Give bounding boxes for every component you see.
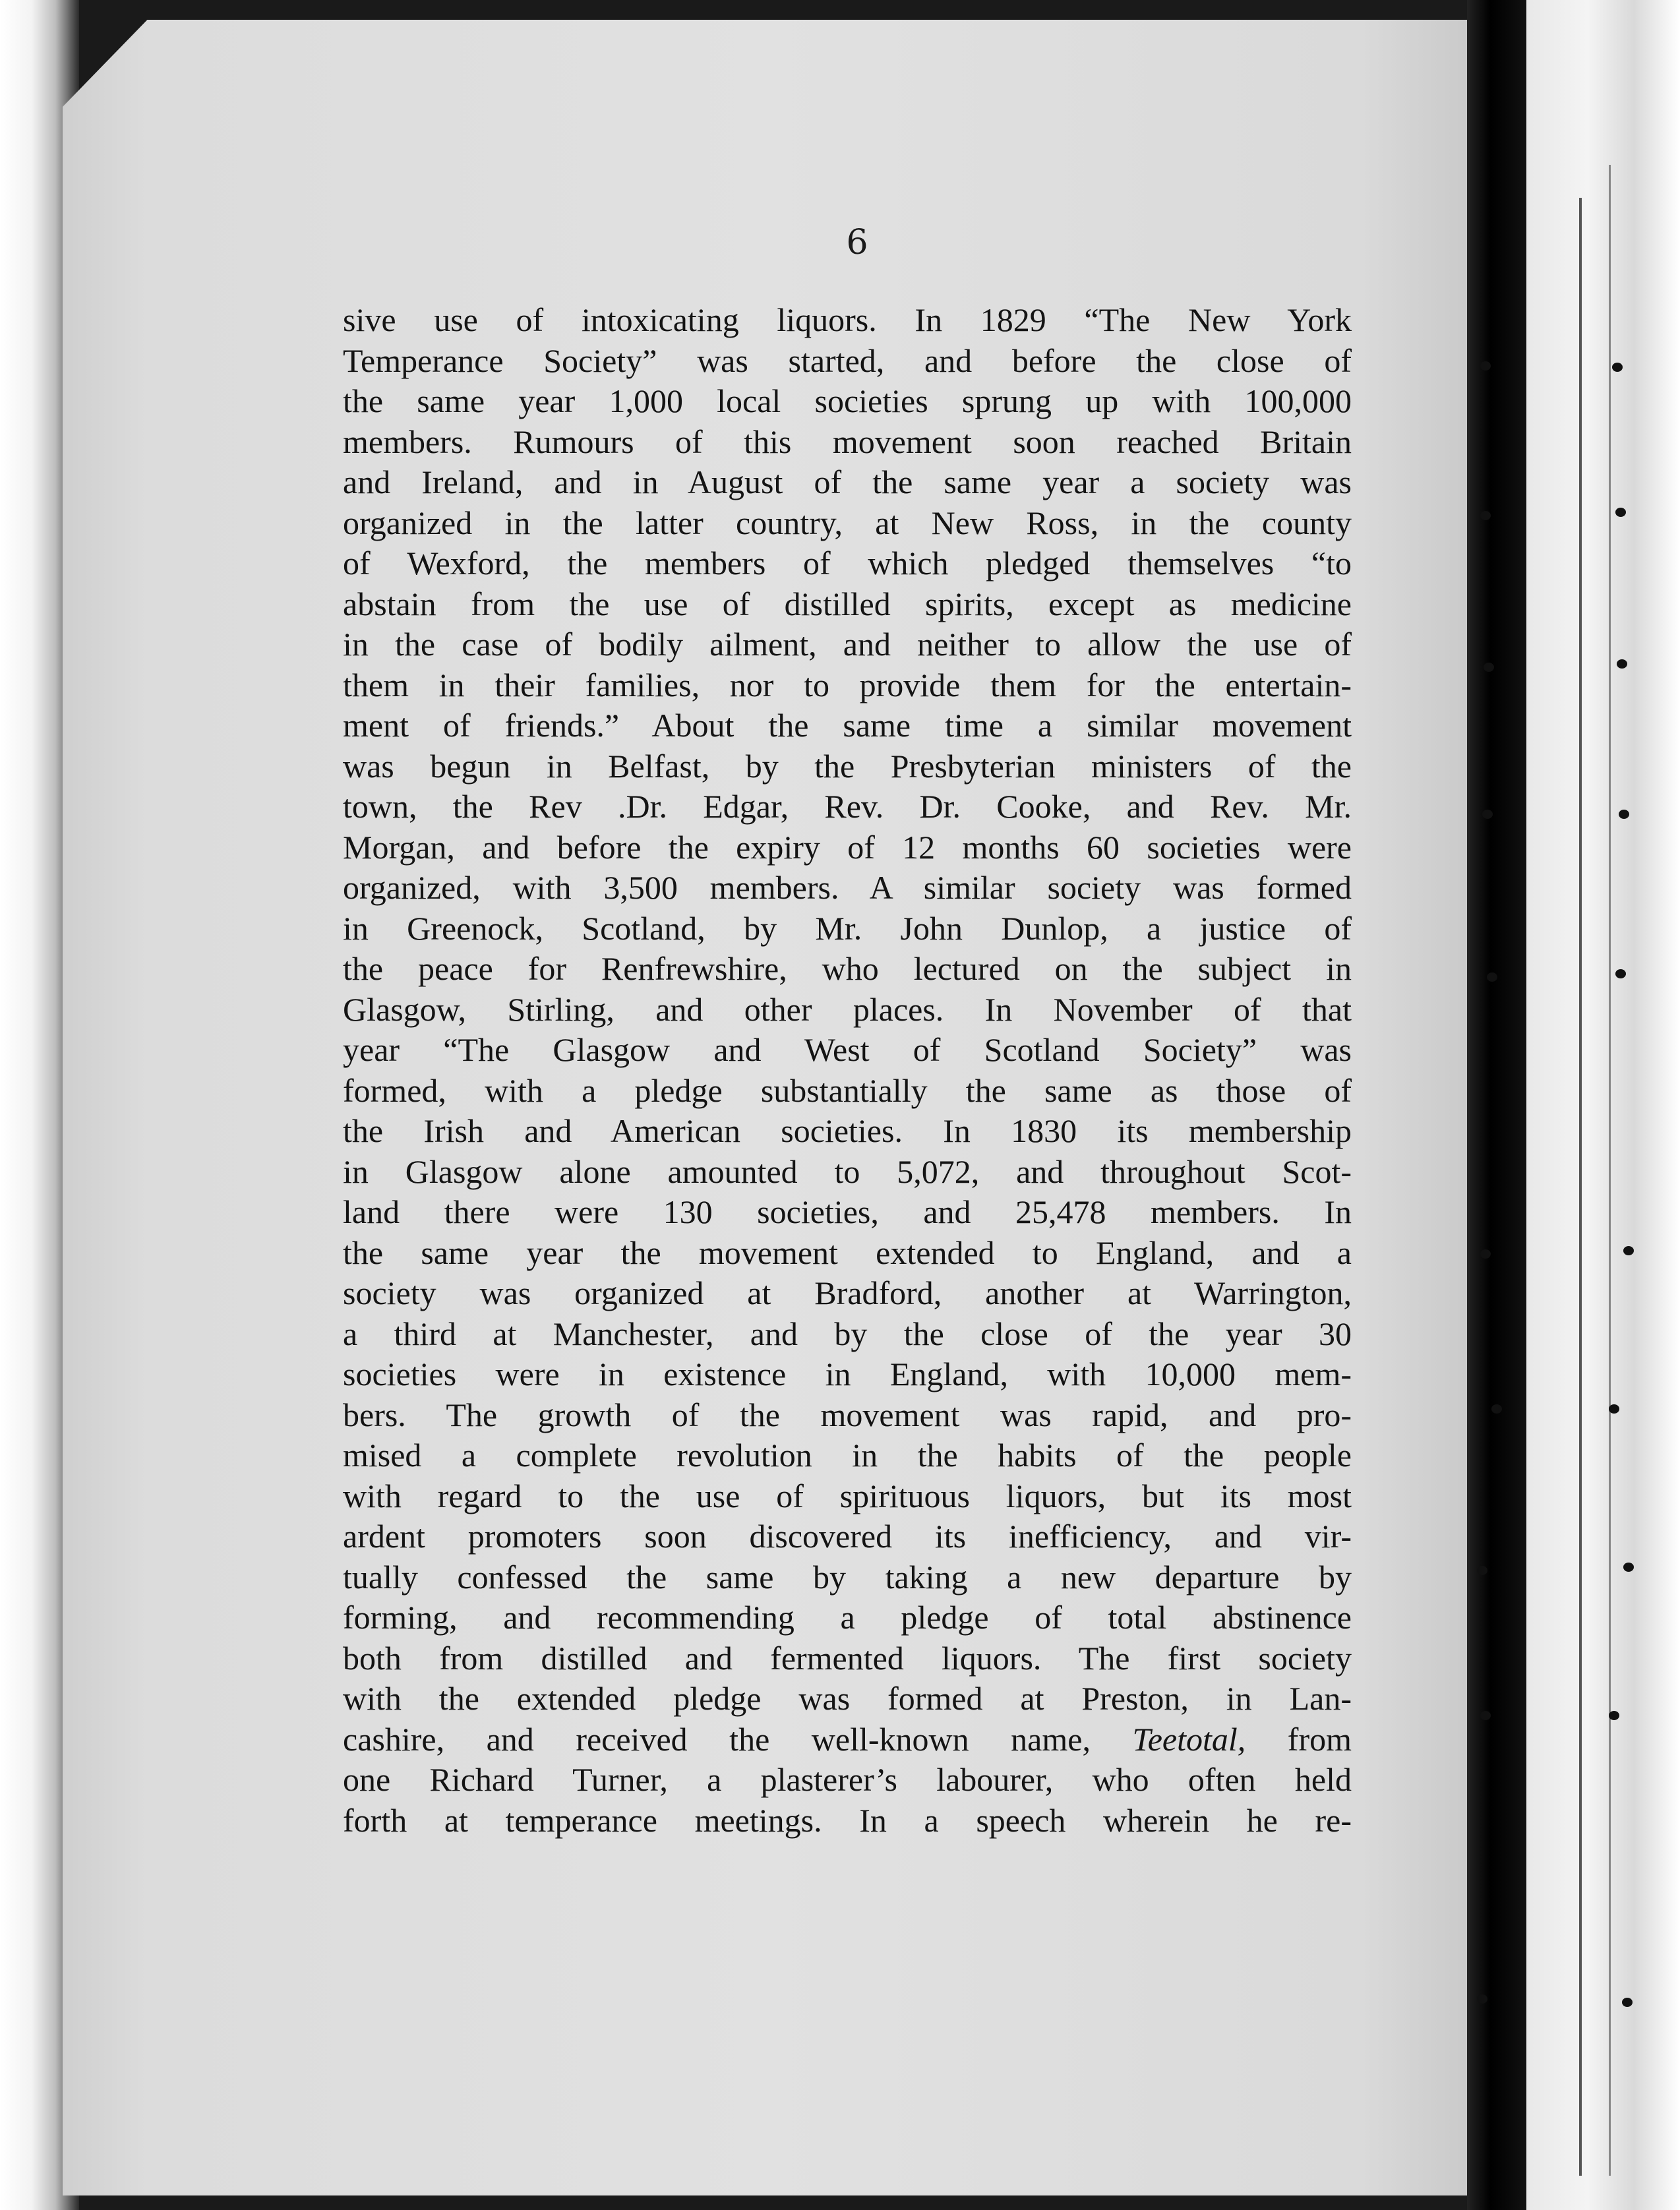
text-line: in the case of bodily ailment, and neither to allow the use of [343, 626, 1352, 663]
text-line: Glasgow, Stirling, and other places. In November of that [343, 990, 1352, 1028]
text-line: tually confessed the same by taking a new departure by [343, 1558, 1352, 1596]
stitch-mark [1615, 969, 1626, 978]
stitch-mark [1609, 1711, 1619, 1720]
text-line: sive use of intoxicating liquors. In 1829 “The New York [343, 301, 1352, 338]
book-gutter [1467, 0, 1526, 2210]
text-line: a third at Manchester, and by the close of the year 30 [343, 1315, 1352, 1352]
text-line: abstain from the use of distilled spirits, except as medicine [343, 585, 1352, 622]
text-line: with the extended pledge was formed at Preston, in Lan- [343, 1680, 1352, 1717]
stitch-mark [1487, 972, 1497, 982]
text-line: mised a complete revolution in the habits of the people [343, 1437, 1352, 1474]
text-line: members. Rumours of this movement soon reached Britain [343, 423, 1352, 460]
stitch-mark [1477, 1566, 1487, 1575]
text-line: the peace for Renfrewshire, who lectured on the subject in [343, 950, 1352, 987]
text-line: society was organized at Bradford, another at Warrington, [343, 1274, 1352, 1311]
text-line: Morgan, and before the expiry of 12 months 60 societies were [343, 828, 1352, 866]
text-line: them in their families, nor to provide them for the entertain- [343, 666, 1352, 703]
text-line: year “The Glasgow and West of Scotland Society” was [343, 1031, 1352, 1068]
facing-page-edge [1526, 0, 1680, 2210]
text-line: Temperance Society” was started, and before the close of [343, 342, 1352, 379]
body-text [343, 300, 1352, 1841]
text-line-start: cashire, and received the well-known name, [343, 1720, 1133, 1758]
stitch-mark [1480, 1711, 1491, 1720]
text-line: and Ireland, and in August of the same year a society was [343, 463, 1352, 500]
text-line: organized in the latter country, at New Ross, in the county [343, 504, 1352, 541]
text-line: town, the Rev .Dr. Edgar, Rev. Dr. Cooke, and Rev. Mr. [343, 788, 1352, 825]
text-line: bers. The growth of the movement was rapid, and pro- [343, 1396, 1352, 1433]
stitch-mark [1480, 1249, 1491, 1259]
text-line: in Glasgow alone amounted to 5,072, and throughout Scot- [343, 1152, 1352, 1190]
stitch-mark [1623, 1563, 1634, 1572]
text-line: organized, with 3,500 members. A similar society was formed [343, 869, 1352, 906]
stitch-mark [1617, 659, 1627, 669]
text-line: land there were 130 societies, and 25,478 members. In [343, 1193, 1352, 1230]
stitch-mark [1491, 1404, 1502, 1414]
italic-word: Teetotal, [1132, 1720, 1246, 1758]
text-line: ardent promoters soon discovered its inefficiency, and vir- [343, 1518, 1352, 1555]
text-line [343, 1719, 1352, 1760]
text-line: forming, and recommending a pledge of total abstinence [343, 1599, 1352, 1636]
stitch-mark [1609, 1404, 1619, 1414]
stitch-mark [1619, 810, 1629, 819]
text-line-end: from [1287, 1720, 1352, 1758]
stitch-mark [1622, 1998, 1633, 2007]
stitch-mark [1480, 511, 1491, 520]
stitch-mark [1612, 363, 1623, 372]
text-line: both from distilled and fermented liquors. The first society [343, 1639, 1352, 1677]
page-number: 6 [846, 223, 868, 262]
text-line: of Wexford, the members of which pledged themselves “to [343, 545, 1352, 582]
stitch-mark [1615, 508, 1626, 517]
stitch-mark [1623, 1246, 1634, 1255]
facing-page-rule [1579, 198, 1582, 2176]
stitch-mark [1482, 810, 1493, 819]
stitch-mark [1477, 1994, 1487, 2004]
stitch-mark [1480, 361, 1491, 371]
text-line: was begun in Belfast, by the Presbyterian ministers of the [343, 747, 1352, 785]
text-line: with regard to the use of spirituous liquors, but its most [343, 1477, 1352, 1514]
text-line: societies were in existence in England, with 10,000 mem- [343, 1356, 1352, 1392]
facing-page-rule [1609, 165, 1611, 2176]
stitch-mark [1484, 663, 1494, 672]
text-line: forth at temperance meetings. In a speech wherein he re- [343, 1801, 1352, 1839]
text-line: one Richard Turner, a plasterer’s labourer, who often held [343, 1761, 1352, 1798]
text-line: the same year 1,000 local societies sprung up with 100,000 [343, 382, 1352, 419]
text-line: in Greenock, Scotland, by Mr. John Dunlop, a justice of [343, 909, 1352, 947]
text-line: the same year the movement extended to England, and a [343, 1234, 1352, 1271]
text-line: formed, with a pledge substantially the same as those of [343, 1071, 1352, 1109]
text-line: ment of friends.” About the same time a similar movement [343, 707, 1352, 744]
text-line: the Irish and American societies. In 1830 its membership [343, 1112, 1352, 1149]
